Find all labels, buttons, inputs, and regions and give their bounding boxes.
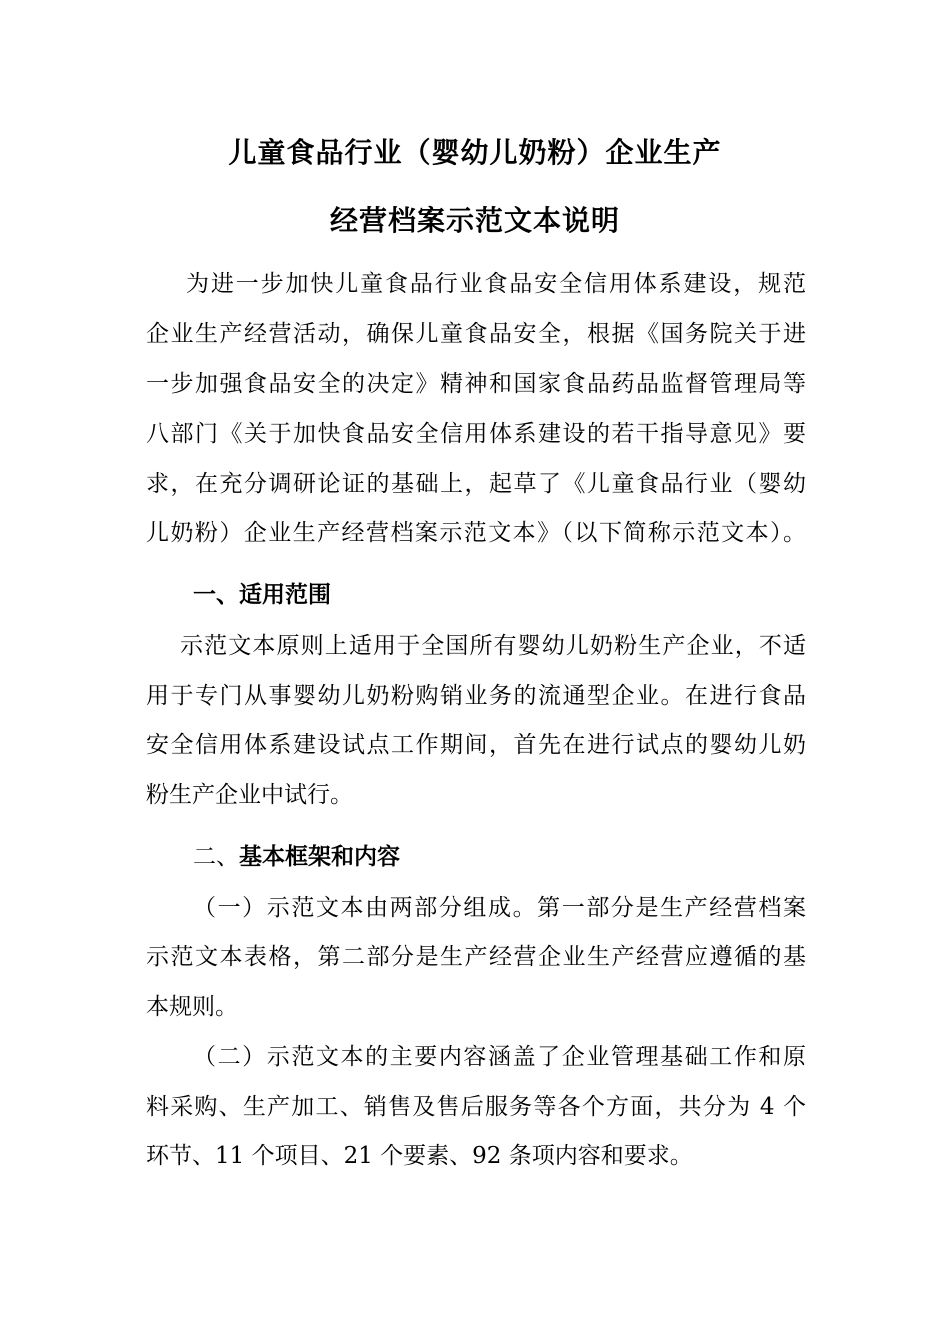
section-2-item-2-line-3: 环节、11 个项目、21 个要素、92 条项内容和要求。 bbox=[146, 1143, 693, 1169]
section-2-item-1-line-2: 示范文本表格，第二部分是生产经营企业生产经营应遵循的基 bbox=[146, 944, 806, 970]
intro-line-5: 求，在充分调研论证的基础上，起草了《儿童食品行业（婴幼 bbox=[146, 471, 806, 497]
document-title-line-2: 经营档案示范文本说明 bbox=[329, 204, 620, 237]
section-1-heading: 一、适用范围 bbox=[193, 582, 331, 608]
section-2-heading bbox=[193, 842, 400, 872]
document-title-line-1: 儿童食品行业（婴幼儿奶粉）企业生产 bbox=[228, 136, 722, 169]
section-2-item-2-line-2: 料采购、生产加工、销售及售后服务等各个方面，共分为 4 个 bbox=[146, 1094, 806, 1120]
section-1-line-4: 粉生产企业中试行。 bbox=[146, 782, 353, 808]
section-1-line-2: 用于专门从事婴幼儿奶粉购销业务的流通型企业。在进行食品 bbox=[146, 683, 806, 709]
intro-line-2: 企业生产经营活动，确保儿童食品安全，根据《国务院关于进 bbox=[146, 321, 806, 347]
section-1-line-3: 安全信用体系建设试点工作期间，首先在进行试点的婴幼儿奶 bbox=[146, 732, 806, 758]
intro-line-6: 儿奶粉）企业生产经营档案示范文本》（以下简称示范文本）。 bbox=[146, 520, 806, 546]
intro-line-3: 一步加强食品安全的决定》精神和国家食品药品监督管理局等 bbox=[146, 371, 806, 397]
section-2-item-1-line-1: （一）示范文本由两部分组成。第一部分是生产经营档案 bbox=[193, 895, 806, 921]
section-2-item-1-line-3: 本规则。 bbox=[146, 994, 238, 1020]
section-2-heading-number: 二、 bbox=[193, 844, 239, 870]
section-2-item-2-line-1: （二）示范文本的主要内容涵盖了企业管理基础工作和原 bbox=[193, 1044, 806, 1070]
section-2-heading-text: 基本框架和内容 bbox=[239, 844, 400, 870]
intro-line-1: 为进一步加快儿童食品行业食品安全信用体系建设，规范 bbox=[186, 271, 806, 297]
intro-line-4: 八部门《关于加快食品安全信用体系建设的若干指导意见》要 bbox=[146, 421, 806, 447]
section-1-line-1: 示范文本原则上适用于全国所有婴幼儿奶粉生产企业，不适 bbox=[180, 633, 806, 659]
